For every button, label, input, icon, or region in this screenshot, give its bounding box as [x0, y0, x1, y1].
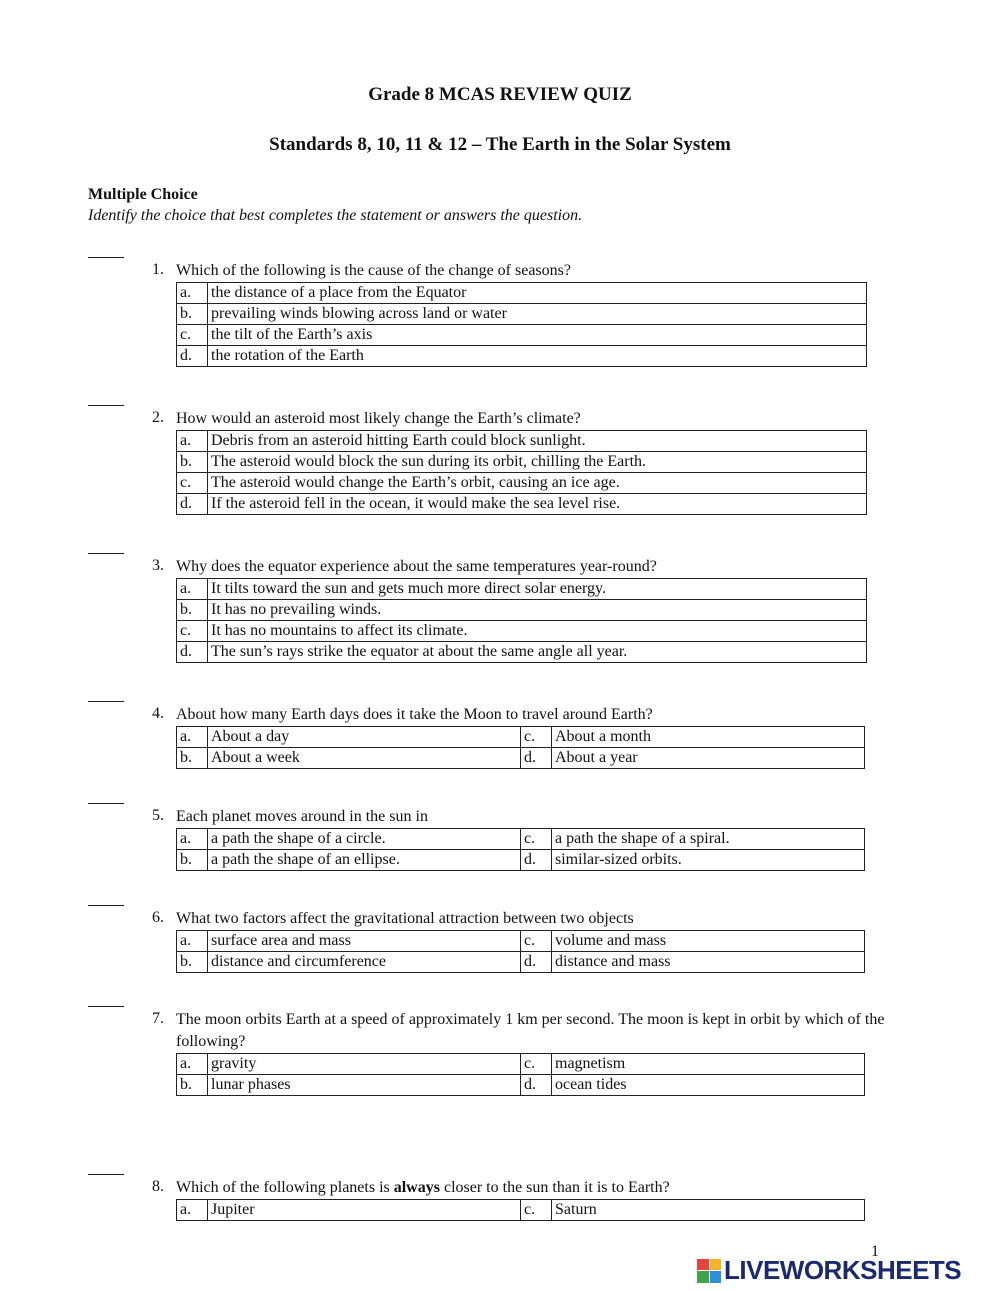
- option-row[interactable]: [177, 579, 867, 600]
- option-text[interactable]: lunar phases: [208, 1075, 521, 1096]
- option-row[interactable]: [177, 304, 867, 325]
- option-letter: d.: [177, 346, 208, 367]
- option-row[interactable]: [177, 621, 867, 642]
- question-stem: [176, 1177, 888, 1199]
- question-stem: Why does the equator experience about the same temperatures year-round?: [176, 558, 657, 575]
- option-letter: b.: [177, 304, 208, 325]
- option-letter: d.: [521, 1075, 552, 1096]
- option-letter: a.: [177, 1054, 208, 1075]
- option-row[interactable]: [177, 642, 867, 663]
- option-text: Debris from an asteroid hitting Earth could block sunlight.: [208, 431, 867, 452]
- option-letter: c.: [521, 1200, 552, 1221]
- question-stem: Which of the following is the cause of the change of seasons?: [176, 262, 571, 279]
- option-row[interactable]: [177, 452, 867, 473]
- option-text: It tilts toward the sun and gets much more direct solar energy.: [208, 579, 867, 600]
- question-7: [88, 1009, 888, 1096]
- option-text: It has no mountains to affect its climate.: [208, 621, 867, 642]
- option-text[interactable]: distance and circumference: [208, 952, 521, 973]
- option-row[interactable]: [177, 600, 867, 621]
- stem-emphasis: always: [393, 1179, 440, 1196]
- option-text[interactable]: gravity: [208, 1054, 521, 1075]
- question-stem: About how many Earth days does it take the Moon to travel around Earth?: [176, 706, 653, 723]
- question-2: [88, 408, 888, 515]
- question-number: 7.: [152, 1010, 164, 1027]
- option-text: the rotation of the Earth: [208, 346, 867, 367]
- option-text[interactable]: Saturn: [552, 1200, 865, 1221]
- question-number: 6.: [152, 909, 164, 926]
- question-number: 5.: [152, 807, 164, 824]
- question-stem: How would an asteroid most likely change the Earth’s climate?: [176, 410, 581, 427]
- option-row[interactable]: [177, 283, 867, 304]
- options-table: [176, 726, 865, 769]
- option-letter: a.: [177, 1200, 208, 1221]
- option-letter: b.: [177, 452, 208, 473]
- option-text[interactable]: a path the shape of an ellipse.: [208, 850, 521, 871]
- option-text: The sun’s rays strike the equator at about the same angle all year.: [208, 642, 867, 663]
- quiz-subtitle: Standards 8, 10, 11 & 12 – The Earth in the Solar System: [269, 134, 731, 155]
- option-row[interactable]: [177, 431, 867, 452]
- option-row[interactable]: [177, 346, 867, 367]
- options-table: [176, 282, 867, 367]
- option-letter: c.: [177, 325, 208, 346]
- option-row[interactable]: [177, 494, 867, 515]
- section-instructions: Identify the choice that best completes the statement or answers the question.: [88, 207, 583, 224]
- option-letter: d.: [177, 494, 208, 515]
- option-text: If the asteroid fell in the ocean, it would make the sea level rise.: [208, 494, 867, 515]
- option-letter: b.: [177, 748, 208, 769]
- options-table: [176, 430, 867, 515]
- option-text[interactable]: a path the shape of a spiral.: [552, 829, 865, 850]
- liveworksheets-logo: [697, 1255, 961, 1286]
- option-text[interactable]: About a month: [552, 727, 865, 748]
- option-text[interactable]: magnetism: [552, 1054, 865, 1075]
- liveworksheets-logo-icon: [697, 1259, 721, 1283]
- option-letter: b.: [177, 1075, 208, 1096]
- option-letter: d.: [177, 642, 208, 663]
- option-text[interactable]: About a day: [208, 727, 521, 748]
- option-text: The asteroid would change the Earth’s orbit, causing an ice age.: [208, 473, 867, 494]
- question-stem: Each planet moves around in the sun in: [176, 808, 428, 825]
- question-4: [88, 704, 888, 769]
- option-text: the tilt of the Earth’s axis: [208, 325, 867, 346]
- question-1: [88, 260, 888, 367]
- option-text[interactable]: volume and mass: [552, 931, 865, 952]
- option-text[interactable]: Jupiter: [208, 1200, 521, 1221]
- option-letter: c.: [521, 727, 552, 748]
- options-table: [176, 1053, 865, 1096]
- option-text: the distance of a place from the Equator: [208, 283, 867, 304]
- options-table: [176, 578, 867, 663]
- option-text: It has no prevailing winds.: [208, 600, 867, 621]
- option-text[interactable]: similar-sized orbits.: [552, 850, 865, 871]
- option-row[interactable]: [177, 473, 867, 494]
- question-number: 8.: [152, 1178, 164, 1195]
- question-6: [88, 908, 888, 973]
- question-5: [88, 806, 888, 871]
- stem-text: closer to the sun than it is to Earth?: [439, 1179, 670, 1196]
- question-8: [88, 1177, 888, 1221]
- option-letter: c.: [177, 621, 208, 642]
- question-stem: What two factors affect the gravitational attraction between two objects: [176, 910, 634, 927]
- option-letter: b.: [177, 850, 208, 871]
- options-table: [176, 930, 865, 973]
- option-text: The asteroid would block the sun during its orbit, chilling the Earth.: [208, 452, 867, 473]
- page-number: 1: [871, 1243, 879, 1260]
- section-heading: Multiple Choice: [88, 186, 198, 203]
- brand-name: LIVEWORKSHEETS: [724, 1255, 962, 1285]
- question-number: 3.: [152, 557, 164, 574]
- quiz-title: Grade 8 MCAS REVIEW QUIZ: [368, 84, 632, 105]
- question-number: 1.: [152, 261, 164, 278]
- option-letter: a.: [177, 283, 208, 304]
- option-letter: a.: [177, 829, 208, 850]
- option-text[interactable]: distance and mass: [552, 952, 865, 973]
- option-text[interactable]: ocean tides: [552, 1075, 865, 1096]
- question-number: 2.: [152, 409, 164, 426]
- option-letter: d.: [521, 850, 552, 871]
- option-text: prevailing winds blowing across land or water: [208, 304, 867, 325]
- option-letter: a.: [177, 579, 208, 600]
- stem-text: Which of the following planets is: [176, 1179, 394, 1196]
- option-letter: c.: [521, 931, 552, 952]
- option-text[interactable]: a path the shape of a circle.: [208, 829, 521, 850]
- option-letter: c.: [177, 473, 208, 494]
- option-letter: a.: [177, 931, 208, 952]
- options-table: [176, 1199, 865, 1221]
- option-letter: b.: [177, 952, 208, 973]
- option-letter: d.: [521, 748, 552, 769]
- option-letter: a.: [177, 727, 208, 748]
- option-letter: d.: [521, 952, 552, 973]
- option-letter: c.: [521, 1054, 552, 1075]
- option-row[interactable]: [177, 325, 867, 346]
- option-letter: c.: [521, 829, 552, 850]
- option-letter: b.: [177, 600, 208, 621]
- question-3: [88, 556, 888, 663]
- question-stem: The moon orbits Earth at a speed of approximately 1 km per second. The moon is kept in orbit by which of the following?: [176, 1011, 885, 1050]
- option-text[interactable]: About a year: [552, 748, 865, 769]
- option-text[interactable]: About a week: [208, 748, 521, 769]
- options-table: [176, 828, 865, 871]
- option-letter: a.: [177, 431, 208, 452]
- option-text[interactable]: surface area and mass: [208, 931, 521, 952]
- question-number: 4.: [152, 705, 164, 722]
